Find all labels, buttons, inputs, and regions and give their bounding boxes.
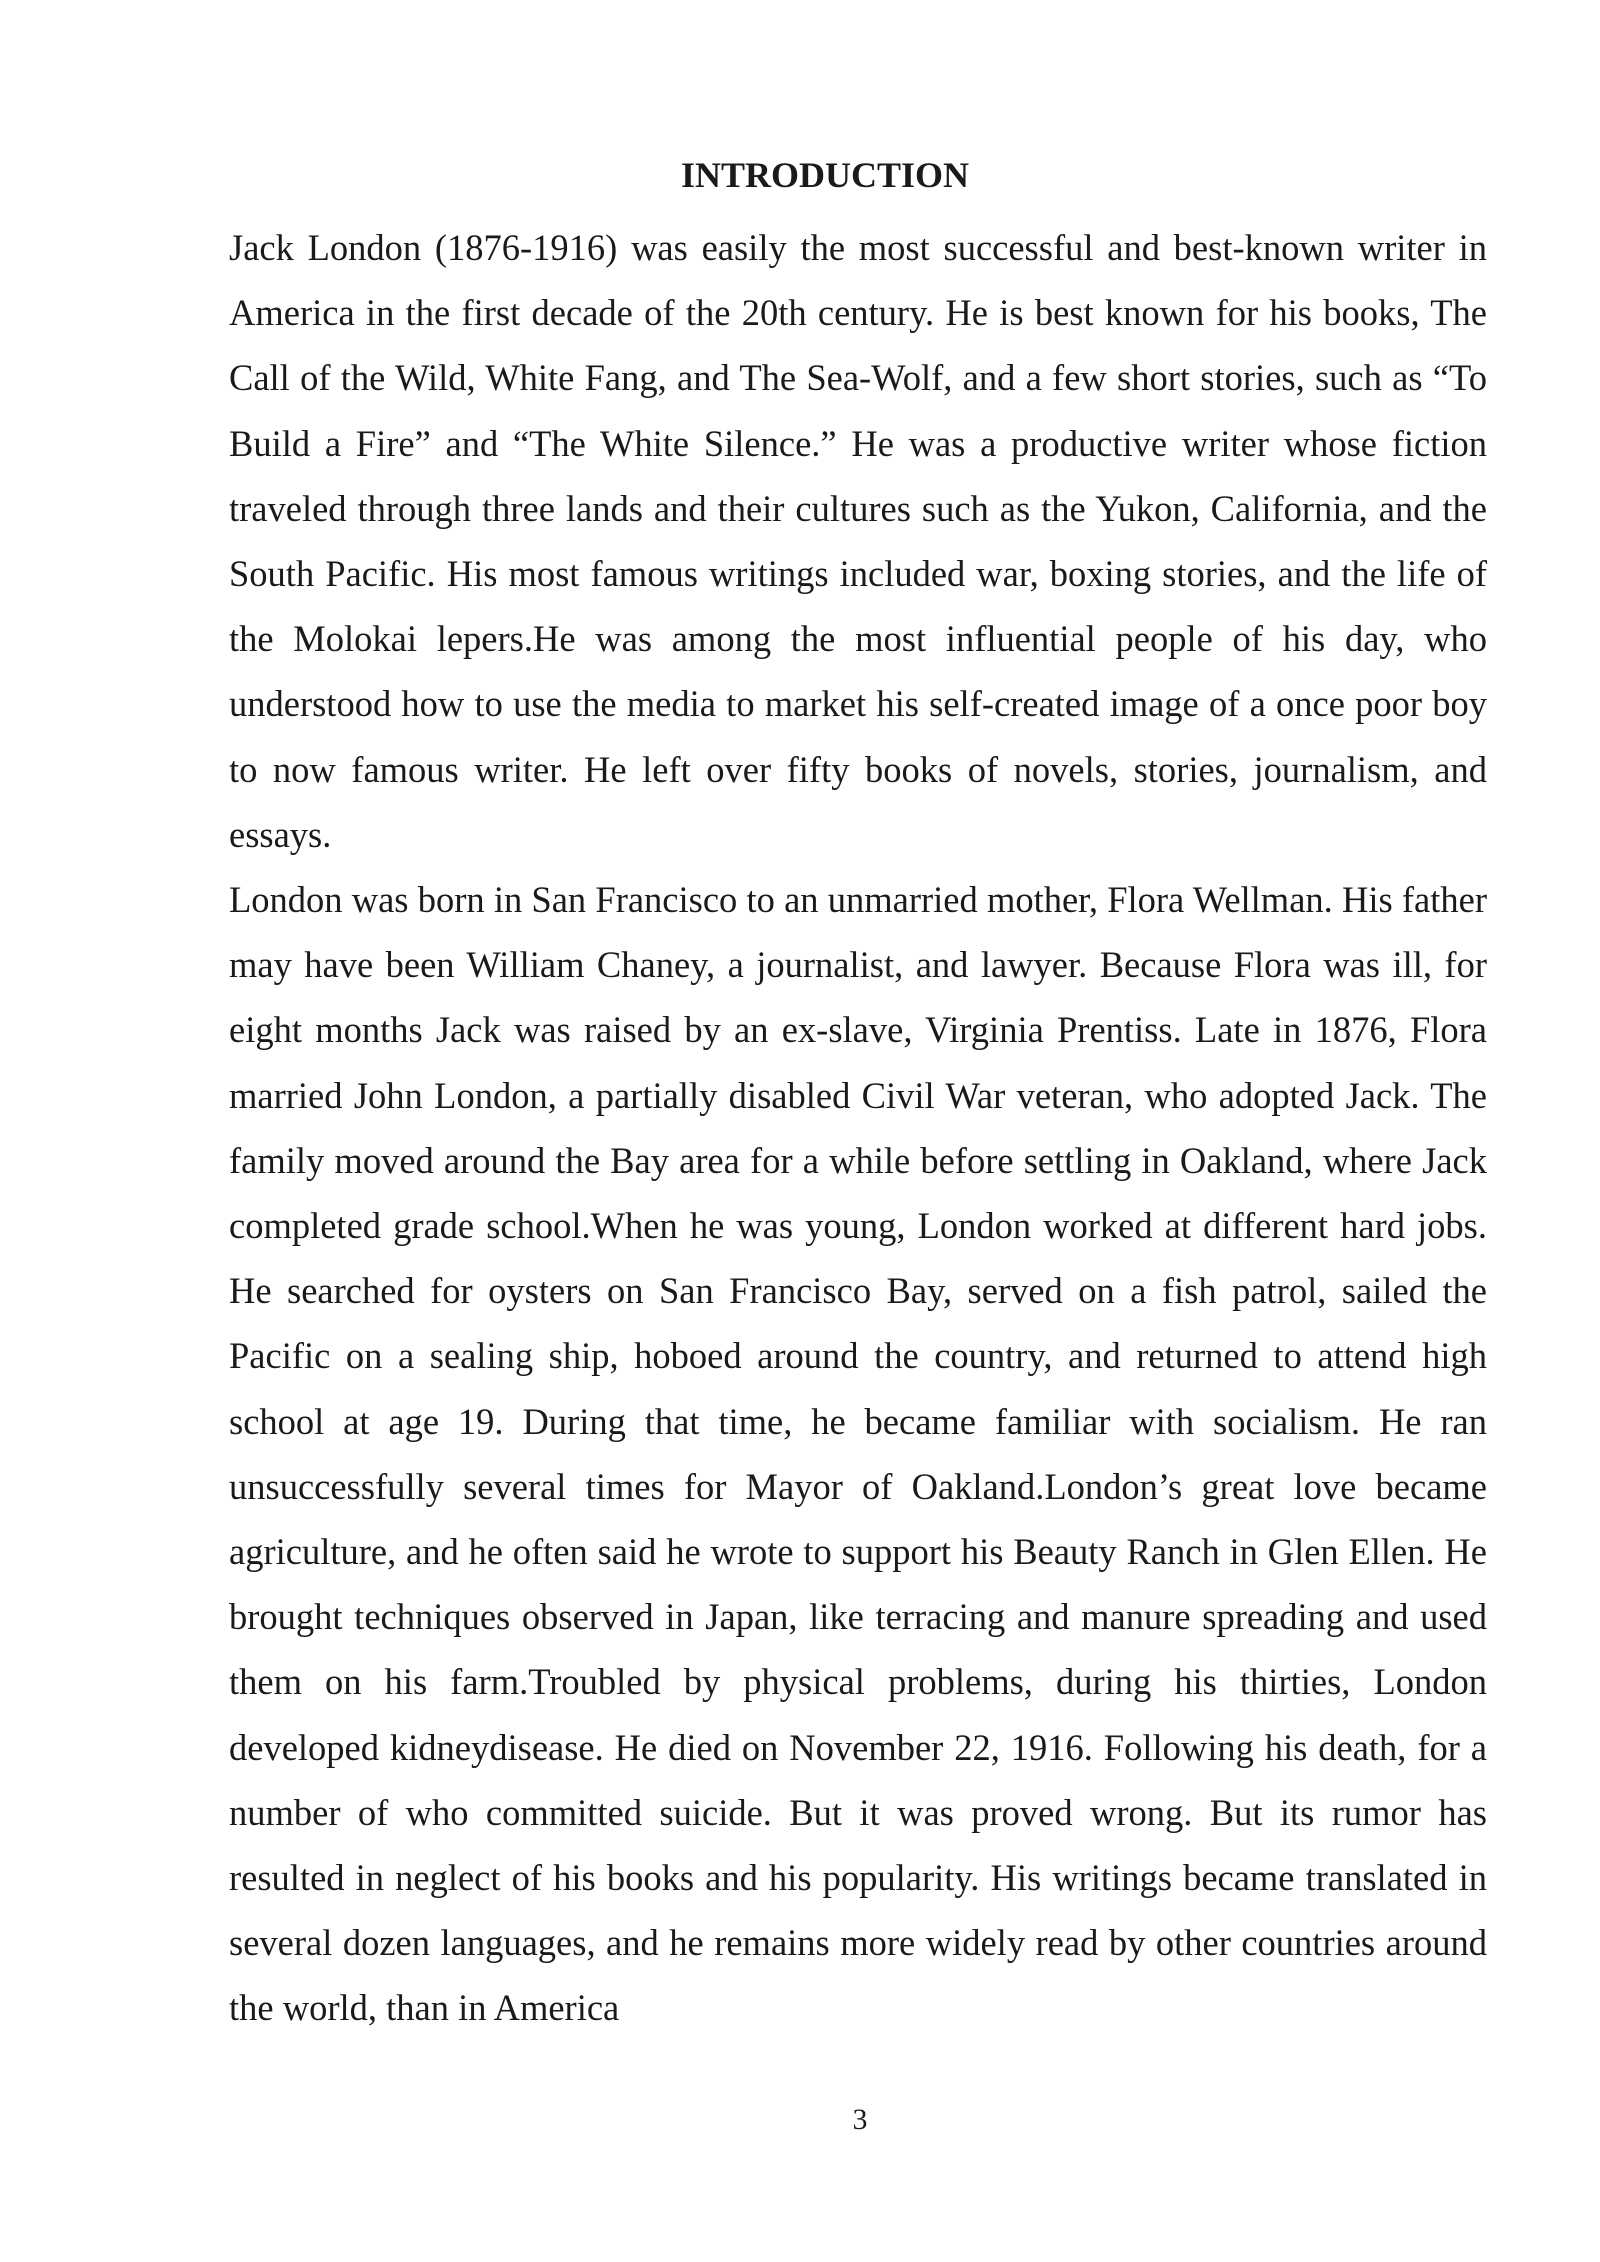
- page-number: 3: [852, 2103, 868, 2136]
- paragraph-1: Jack London (1876-1916) was easily the most successful and best-known writer in America in the first decade of the 20th century. He is best known for his books, The Call of the Wild, White Fang, and The Sea-Wolf, and a few short stories, such as “To Build a Fire” and “The White Silence.” He was a productive writer whose fiction traveled through three lands and their cultures such as the Yukon, California, and the South Pacific. His most famous writings included war, boxing stories, and the life of the Molokai lepers.He was among the most influential people of his day, who understood how to use the media to market his self-created image of a once poor boy to now famous writer. He left over fifty books of novels, stories, journalism, and essays.: [229, 227, 1487, 855]
- page-title: INTRODUCTION: [680, 155, 970, 195]
- body-text: [229, 215, 1487, 2041]
- paragraph-2: London was born in San Francisco to an unmarried mother, Flora Wellman. His father may have been William Chaney, a journalist, and lawyer. Because Flora was ill, for eight months Jack was raised by an ex-slave, Virginia Prentiss. Late in 1876, Flora married John London, a partially disabled Civil War veteran, who adopted Jack. The family moved around the Bay area for a while before settling in Oakland, where Jack completed grade school.When he was young, London worked at different hard jobs. He searched for oysters on San Francisco Bay, served on a fish patrol, sailed the Pacific on a sealing ship, hoboed around the country, and returned to attend high school at age 19. During that time, he became familiar with socialism. He ran unsuccessfully several times for Mayor of Oakland.London’s great love became agriculture, and he often said he wrote to support his Beauty Ranch in Glen Ellen. He brought techniques observed in Japan, like terracing and manure spreading and used them on his farm.Troubled by physical problems, during his thirties, London developed kidneydisease. He died on November 22, 1916. Following his death, for a number of who committed suicide. But it was proved wrong. But its rumor has resulted in neglect of his books and his popularity. His writings became translated in several dozen languages, and he remains more widely read by other countries around the world, than in America: [229, 879, 1487, 2029]
